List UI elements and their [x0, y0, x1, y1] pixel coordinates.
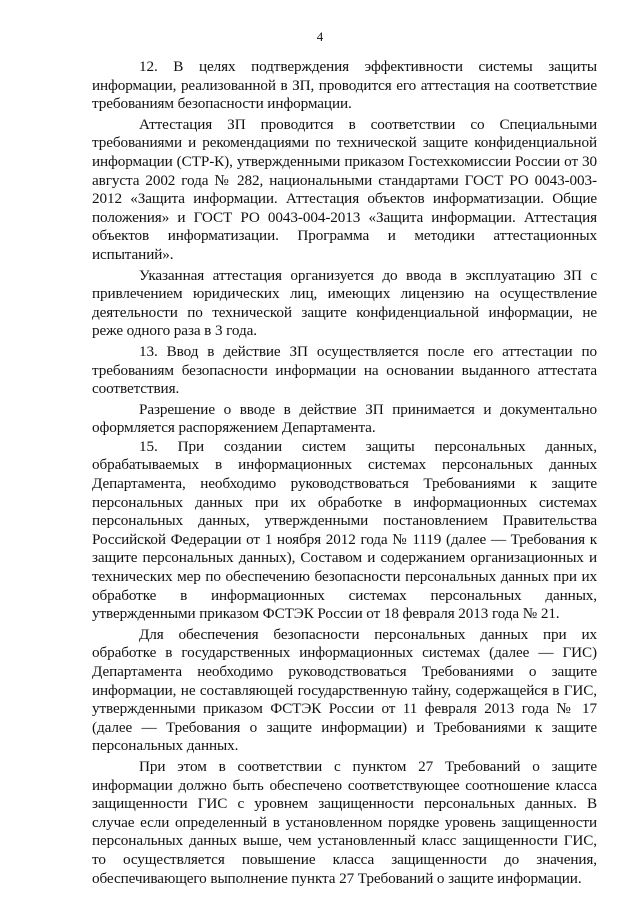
paragraph-protection-class: При этом в соответствии с пунктом 27 Требований о защите информации должно быть обеспечено соответствующее соотношение класса защищенности ГИС с уровнем защищенности персональных данных. В случае если определенный в установленном порядке уровень защищенности персональных данных выше, чем установленный класс защищенности ГИС, то осуществляется повышение класса защищенности до значения, обеспечивающего выполнение пункта 27 Требований о защите информации. — [92, 757, 597, 887]
paragraph-attestation-organization: Указанная аттестация организуется до ввода в эксплуатацию ЗП с привлечением юридических лиц, имеющих лицензию на осуществление деятельности по технической защите конфиденциальной информации, не реже одного раза в 3 года. — [92, 266, 597, 340]
document-body — [92, 58, 597, 888]
paragraph-commissioning-permission: Разрешение о вводе в действие ЗП принимается и документально оформляется распоряжением Департамента. — [92, 400, 597, 437]
page-number: 4 — [316, 29, 324, 44]
paragraph-attestation-standards: Аттестация ЗП проводится в соответствии со Специальными требованиями и рекомендациями по технической защите конфиденциальной информации (СТР-К), утвержденными приказом Гостехкомиссии России от 30 августа 2002 года № 282, национальными стандартами ГОСТ РО 0043-003-2012 «Защита информации. Аттестация объектов информатизации. Общие положения» и ГОСТ РО 0043-004-2013 «Защита информации. Аттестация объектов информатизации. Программа и методики аттестационных испытаний». — [92, 115, 597, 263]
paragraph-12-attestation: 12. В целях подтверждения эффективности системы защиты информации, реализованной в ЗП, проводится его аттестация на соответствие требованиям безопасности информации. — [92, 58, 597, 113]
paragraph-15-personal-data: 15. При создании систем защиты персональных данных, обрабатываемых в информационных системах персональных данных Департамента, необходимо руководствоваться Требованиями к защите персональных данных при их обработке в информационных системах персональных данных, утвержденными постановлением Правительства Российской Федерации от 1 ноября 2012 года № 1119 (далее — Требования к защите персональных данных), Составом и содержанием организационных и технических мер по обеспечению безопасности персональных данных при их обработке в информационных системах персональных данных, утвержденными приказом ФСТЭК России от 18 февраля 2013 года № 21. — [92, 437, 597, 623]
paragraph-13-commissioning: 13. Ввод в действие ЗП осуществляется после его аттестации по требованиям безопасности информации на основании выданного аттестата соответствия. — [92, 342, 597, 398]
paragraph-gis-security: Для обеспечения безопасности персональных данных при их обработке в государственных информационных системах (далее — ГИС) Департамента необходимо руководствоваться Требованиями о защите информации, не составляющей государственную тайну, содержащейся в ГИС, утвержденными приказом ФСТЭК России от 11 февраля 2013 года № 17 (далее — Требования о защите информации) и Требованиями к защите персональных данных. — [92, 625, 597, 755]
